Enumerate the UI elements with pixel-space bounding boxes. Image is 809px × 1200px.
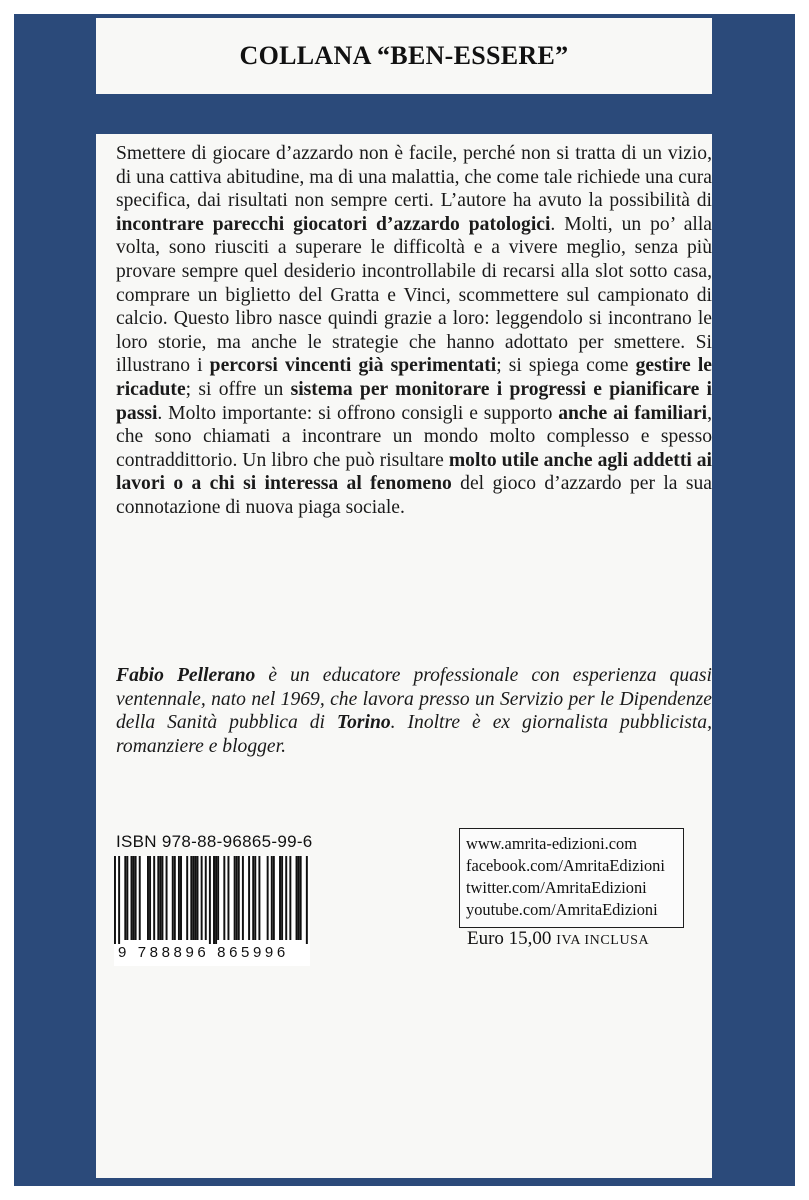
description-text: . Molto importante: si offrono consigli e supporto [157,402,559,424]
barcode-bar [186,856,188,940]
description-text: ; si offre un [185,378,291,400]
barcode-bar [306,856,308,944]
link-facebook[interactable]: facebook.com/AmritaEdizioni [466,856,665,875]
barcode-bar [190,856,192,940]
barcode-bar [242,856,244,940]
barcode-bar [139,856,141,940]
description-highlight: anche ai familiari [558,402,708,424]
barcode-bar [223,856,225,940]
barcode-bar [124,856,126,940]
description-text: Smettere di giocare d’azzardo non è facile, perché non si tratta di un vizio, di una cattiva abitudine, ma di una malattia, che come tale richiede una cura specifica, dai risultati non sempre certi. L’autore ha avuto la possibilità di [116,143,712,212]
barcode-bar [238,856,240,940]
barcode-bar [248,856,250,940]
barcode-bar [285,856,287,940]
barcode-bar [254,856,256,940]
description-highlight: percorsi vincenti già sperimentati [209,355,497,377]
barcode-bar [298,856,300,940]
barcode-bar [192,856,194,940]
barcode-bar [126,856,128,940]
barcode-bar [258,856,260,940]
bio-city: Torino [336,712,391,734]
price-amount: Euro 15,00 [467,928,552,949]
barcode-bar [149,856,151,940]
barcode-bar [153,856,155,940]
description-highlight: molto utile anche agli addetti ai lavori o a chi si interessa al fenomeno [116,449,712,495]
barcode-bar [133,856,135,940]
description-highlight: sistema per monitorare i progressi e pianificare i passi [116,378,712,424]
description-highlight: gestire le ricadute [116,355,712,400]
barcode-bar [131,856,133,940]
link-website[interactable]: www.amrita-edizioni.com [466,834,637,853]
barcode-digits: 9 788896 865996 [116,944,308,961]
price [467,928,649,950]
description-highlight: incontrare parecchi giocatori d’azzardo patologici [116,213,551,235]
barcode-bars [114,856,310,944]
barcode-bar [271,856,273,940]
barcode-bar [281,856,283,940]
description-text: ; si spiega come [496,355,636,377]
bio-text: è un educatore professionale con esperienza quasi ventennale, nato nel 1969, che lavora presso un Servizio per le Dipendenze della Sanità pubblica di [116,665,712,734]
barcode-bar [178,856,180,940]
link-twitter[interactable]: twitter.com/AmritaEdizioni [466,878,647,897]
barcode-bar [300,856,302,940]
barcode-bar [174,856,176,940]
barcode-bar [215,856,217,944]
description-text: . Molti, un po’ alla volta, sono riusciti a superare le difficoltà e a vivere meglio, senza più provare sempre quel desiderio incontrollabile di recarsi alla slot sotto casa, comprare un biglietto del Gratta e Vinci, scommettere sul campionato di calcio. Questo libro nasce quindi grazie a loro: leggendolo si incontrano le loro storie, ma anche le strategie che hanno adottato per smettere. Si illustrano i [116,213,713,377]
barcode-bar [236,856,238,940]
barcode-bar [135,856,137,940]
barcode-bar [118,856,120,944]
link-youtube[interactable]: youtube.com/AmritaEdizioni [466,900,658,919]
barcode-bar [161,856,163,940]
barcode-bar [197,856,199,940]
barcode-bar [296,856,298,940]
author-bio [116,664,712,758]
barcode-bar [213,856,215,944]
barcode-bar [217,856,219,940]
isbn-label: ISBN 978-88-96865-99-6 [116,832,313,851]
barcode-bar [205,856,207,940]
barcode-bar [273,856,275,940]
description-text: , che sono chiamati a incontrare un mondo molto complesso e spesso contraddittorio. Un libro che può risultare [116,402,713,471]
barcode-bar [252,856,254,940]
barcode-bar [114,856,116,944]
barcode-bar [227,856,229,940]
description-text: del gioco d’azzardo per la sua connotazione di nuova piaga sociale. [116,473,712,518]
barcode-bar [209,856,211,944]
barcode-bar [201,856,203,940]
header-band [96,18,712,94]
barcode-bar [172,856,174,940]
barcode-bar [194,856,196,940]
barcode-bar [234,856,236,940]
barcode-bar [157,856,159,940]
publisher-links-box [459,828,684,928]
barcode-bar [267,856,269,940]
author-name: Fabio Pellerano [116,665,256,686]
book-description [116,142,712,520]
barcode-bar [279,856,281,940]
barcode-bar [180,856,182,940]
barcode-bar [166,856,168,940]
barcode-bar [147,856,149,940]
barcode-bar [159,856,161,940]
series-title: COLLANA “BEN-ESSERE” [239,41,569,70]
barcode-bar [289,856,291,940]
bio-text: . Inoltre è ex giornalista pubblicista, romanziere e blogger. [116,712,713,757]
price-note: IVA INCLUSA [556,933,650,948]
